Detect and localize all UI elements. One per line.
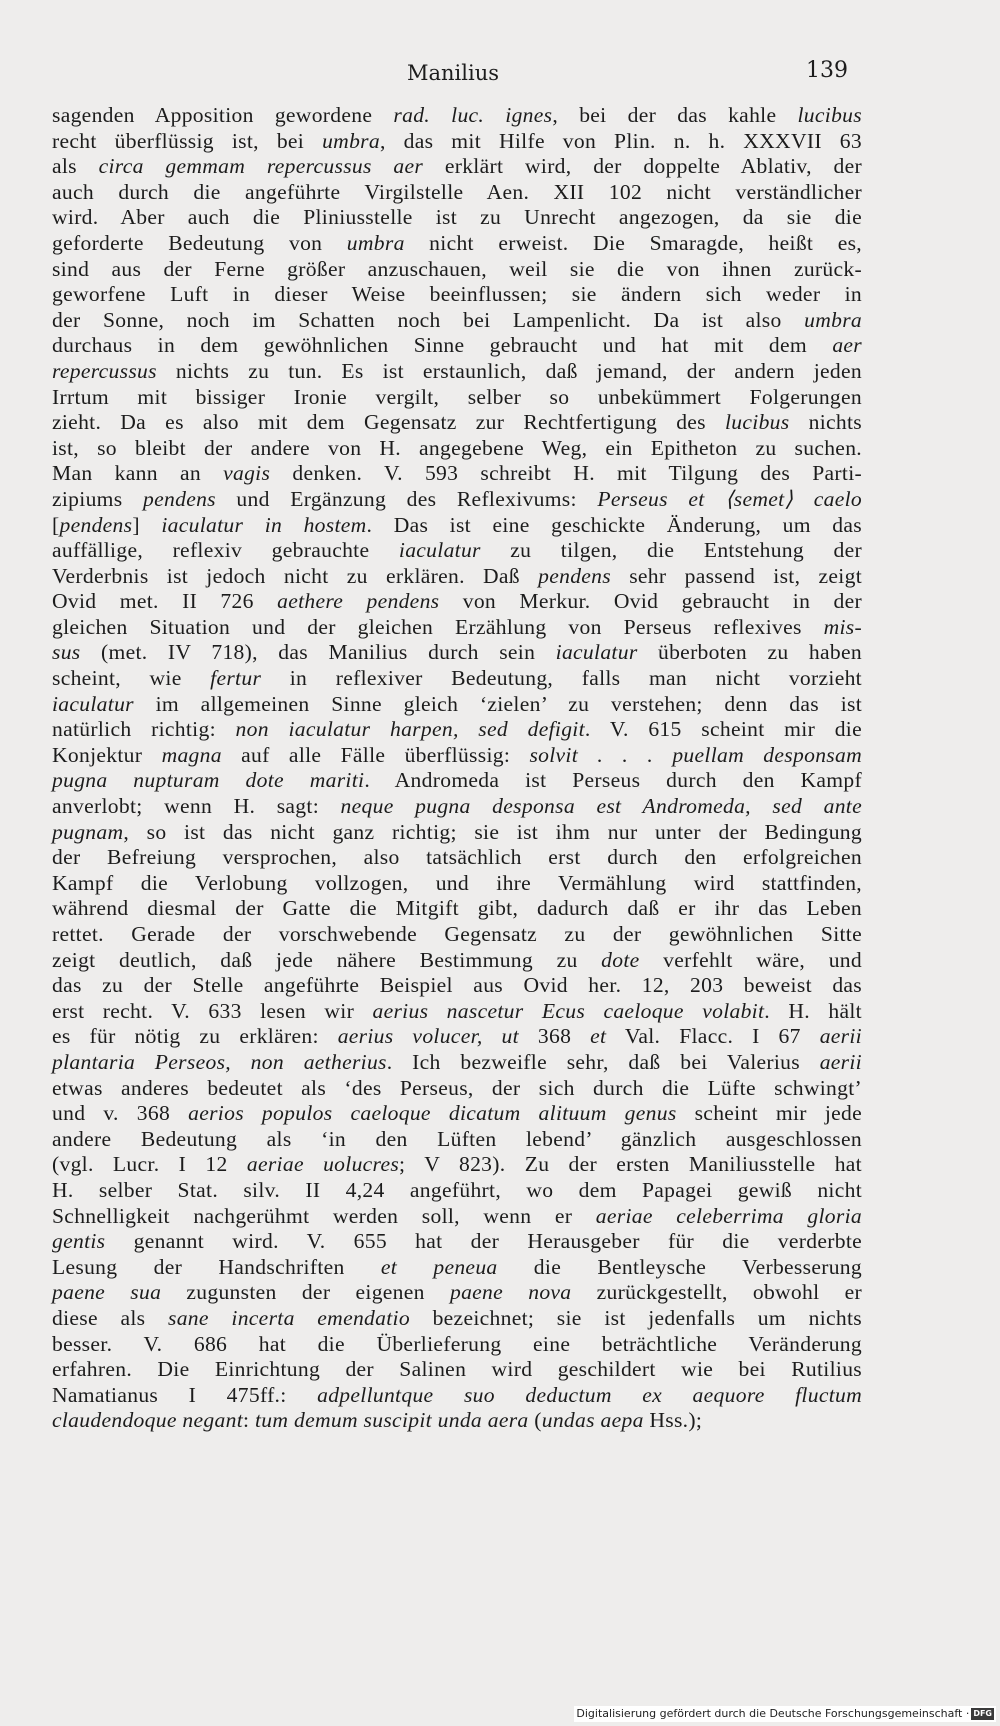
- text-line: [52, 1178, 862, 1204]
- text-span: recht überflüssig ist, bei: [52, 128, 323, 153]
- text-span: zeigt deutlich, daß jede nähere Bestimmung zu: [52, 947, 602, 972]
- text-span: . Das ist eine geschickte Änderung, um das: [366, 512, 862, 537]
- text-span: Namatianus I 475ff.:: [52, 1382, 318, 1407]
- text-span: erfahren. Die Einrichtung der Salinen wird geschildert wie bei Rutilius: [52, 1357, 862, 1382]
- text-line: [52, 282, 862, 308]
- text-span: :: [243, 1408, 255, 1433]
- text-span: , so ist das nicht ganz richtig; sie ist ihm nur unter der Bedingung: [123, 819, 862, 844]
- text-span: zurückgestellt, obwohl er: [571, 1280, 863, 1305]
- text-span: andere Bedeutung als ‘in den Lüften lebend’ gänzlich ausgeschlossen: [52, 1126, 862, 1151]
- italic-span: pugnam: [52, 819, 124, 844]
- text-line: [52, 487, 862, 513]
- text-span: (met. IV 718), das Manilius durch sein: [80, 640, 556, 665]
- running-head-title: Manilius: [407, 61, 499, 85]
- text-span: rettet. Gerade der vorschwebende Gegensatz zu der gewöhnlichen Sitte: [52, 922, 862, 946]
- italic-span: umbra: [322, 128, 380, 153]
- italic-span: aerius nascetur Ecus caeloque volabit: [372, 998, 765, 1023]
- text-span: von Merkur. Ovid gebraucht in der: [439, 589, 862, 614]
- text-span: Irrtum mit bissiger Ironie vergilt, selber so unbekümmert Folgerungen: [52, 384, 862, 409]
- text-line: [52, 1204, 862, 1230]
- text-line: [52, 1229, 862, 1255]
- dfg-logo: DFG: [973, 1709, 992, 1718]
- text-line: [52, 896, 862, 922]
- italic-span: gentis: [52, 1229, 106, 1254]
- text-span: die Bentleysche Verbesserung: [497, 1254, 862, 1279]
- text-span: der Sonne, noch im Schatten noch bei Lampenlicht. Da ist also: [52, 307, 805, 332]
- italic-span: magna: [161, 742, 222, 767]
- italic-span: iaculatur: [555, 640, 638, 665]
- italic-span: aer: [832, 333, 862, 358]
- text-span: natürlich richtig:: [52, 717, 236, 742]
- text-line: [52, 1050, 862, 1076]
- text-line: [52, 973, 862, 999]
- italic-span: aerios populos caeloque dicatum alituum genus: [188, 1101, 677, 1126]
- text-span: der Befreiung versprochen, also tatsächlich erst durch den erfolgreichen: [52, 845, 862, 870]
- text-span: Man kann an: [52, 461, 224, 486]
- text-span: zipiums: [52, 486, 144, 511]
- text-line: [52, 180, 862, 206]
- text-span: ]: [132, 512, 162, 537]
- text-span: . H. hält: [764, 998, 862, 1023]
- text-span: . V. 615 scheint mir die: [584, 717, 862, 742]
- text-line: [52, 1408, 862, 1434]
- text-span: sehr passend ist, zeigt: [611, 563, 862, 588]
- text-line: [52, 1357, 862, 1383]
- italic-span: pendens: [143, 486, 216, 511]
- italic-span: pugna nupturam dote mariti: [52, 768, 365, 793]
- text-span: es für nötig zu erklären:: [52, 1024, 338, 1049]
- text-line: [52, 1306, 862, 1332]
- italic-span: aerius volucer, ut: [337, 1024, 519, 1049]
- text-line: [52, 1332, 862, 1358]
- text-span: etwas anderes bedeutet als ‘des Perseus, der sich durch die Lüfte schwingt’: [52, 1075, 862, 1100]
- italic-span: iaculatur in hostem: [161, 512, 367, 537]
- text-span: auch durch die angeführte Virgilstelle Aen. XII 102 nicht verständlicher: [52, 179, 862, 204]
- text-span: Schnelligkeit nachgerühmt werden soll, wenn er: [52, 1203, 596, 1228]
- text-span: sind aus der Ferne größer anzuschauen, weil sie die von ihnen zurück-: [52, 256, 862, 281]
- text-line: [52, 231, 862, 257]
- italic-span: aerii: [819, 1024, 862, 1049]
- italic-span: non iaculatur harpen, sed defigit: [235, 717, 585, 742]
- text-span: auf alle Fälle überflüssig:: [221, 742, 530, 767]
- text-span: auffällige, reflexiv gebrauchte: [52, 538, 399, 563]
- text-span: als: [52, 154, 99, 179]
- text-span: zugunsten der eigenen: [161, 1280, 450, 1305]
- text-span: nicht erweist. Die Smaragde, heißt es,: [404, 230, 862, 255]
- italic-span: fertur: [210, 666, 262, 691]
- italic-span: rad. luc. ignes: [393, 103, 553, 127]
- text-span: im allgemeinen Sinne gleich ‘zielen’ zu verstehen; denn das ist: [133, 691, 862, 716]
- text-span: (vgl. Lucr. I 12: [52, 1152, 247, 1177]
- text-span: . Andromeda ist Perseus durch den Kampf: [364, 768, 862, 793]
- italic-span: aeriae uolucres: [246, 1152, 400, 1177]
- text-span: ist, so bleibt der andere von H. angegebene Weg, ein Epitheton zu suchen.: [52, 435, 862, 460]
- text-line: [52, 794, 862, 820]
- italic-span: circa gemmam repercussus aer: [98, 154, 424, 179]
- text-span: Kampf die Verlobung vollzogen, und ihre Vermählung wird stattfinden,: [52, 870, 862, 895]
- text-span: während diesmal der Gatte die Mitgift gibt, dadurch daß er ihr das Leben: [52, 896, 862, 921]
- text-span: nichts: [789, 410, 862, 435]
- text-line: [52, 1127, 862, 1153]
- italic-span: plantaria Perseos, non aetherius: [52, 1049, 387, 1074]
- body-text: [52, 103, 862, 1434]
- italic-span: paene nova: [449, 1280, 572, 1305]
- text-line: [52, 717, 862, 743]
- text-line: [52, 308, 862, 334]
- italic-span: aethere pendens: [277, 589, 440, 614]
- italic-span: undas aepa: [541, 1408, 644, 1433]
- text-span: erklärt wird, der doppelte Ablativ, der: [423, 154, 862, 179]
- text-span: und v. 368: [52, 1101, 189, 1126]
- text-line: [52, 385, 862, 411]
- text-span: diese als: [52, 1305, 168, 1330]
- text-line: [52, 1024, 862, 1050]
- italic-span: lucibus: [725, 410, 790, 435]
- text-span: scheint mir jede: [676, 1101, 863, 1126]
- italic-span: aerii: [819, 1049, 862, 1074]
- text-line: [52, 513, 862, 539]
- italic-span: pendens: [538, 563, 611, 588]
- italic-span: iaculatur: [398, 538, 481, 563]
- text-span: Hss.);: [643, 1408, 703, 1433]
- text-span: verfehlt wäre, und: [639, 947, 862, 972]
- text-span: (: [528, 1408, 542, 1433]
- text-line: [52, 538, 862, 564]
- text-span: nichts zu tun. Es ist erstaunlich, daß jemand, der andern jeden: [156, 358, 862, 383]
- text-span: scheint, wie: [52, 666, 211, 691]
- text-line: [52, 666, 862, 692]
- italic-span: adpelluntque suo deductum ex aequore fluctum: [317, 1382, 863, 1407]
- text-line: [52, 1101, 862, 1127]
- digitization-credit: [574, 1706, 996, 1722]
- text-span: erst recht. V. 633 lesen wir: [52, 998, 373, 1023]
- text-line: [52, 640, 862, 666]
- text-line: [52, 359, 862, 385]
- italic-span: umbra: [804, 307, 862, 332]
- text-line: [52, 692, 862, 718]
- text-span: bezeichnet; sie ist jedenfalls um nichts: [409, 1305, 862, 1330]
- text-span: sagenden Apposition gewordene: [52, 103, 394, 127]
- text-span: ; V 823). Zu der ersten Maniliusstelle hat: [399, 1152, 862, 1177]
- text-line: [52, 205, 862, 231]
- text-span: geforderte Bedeutung von: [52, 230, 347, 255]
- italic-span: et: [590, 1024, 607, 1049]
- text-span: Val. Flacc. I 67: [606, 1024, 820, 1049]
- italic-span: repercussus: [52, 358, 157, 383]
- text-span: Konjektur: [52, 742, 162, 767]
- text-line: [52, 948, 862, 974]
- text-line: [52, 820, 862, 846]
- italic-span: tum demum suscipit unda aera: [255, 1408, 529, 1433]
- text-span: H. selber Stat. silv. II 4,24 angeführt, wo dem Papagei gewiß nicht: [52, 1177, 862, 1202]
- text-line: [52, 1280, 862, 1306]
- text-span: in reflexiver Bedeutung, falls man nicht vorzieht: [261, 666, 862, 691]
- text-span: geworfene Luft in dieser Weise beeinflussen; sie ändern sich weder in: [52, 282, 862, 307]
- text-span: , bei der das kahle: [552, 103, 798, 127]
- text-span: . Ich bezweifle sehr, daß bei Valerius: [386, 1049, 820, 1074]
- text-span: anverlobt; wenn H. sagt:: [52, 794, 341, 819]
- italic-span: Perseus et ⟨semet⟩ caelo: [597, 486, 862, 511]
- text-line: [52, 1255, 862, 1281]
- text-line: [52, 103, 862, 129]
- text-span: Ovid met. II 726: [52, 589, 278, 614]
- italic-span: neque pugna desponsa est Andromeda, sed ante: [340, 794, 862, 819]
- text-span: wird. Aber auch die Pliniusstelle ist zu Unrecht angezogen, da sie die: [52, 205, 862, 230]
- italic-span: dote: [601, 947, 640, 972]
- text-line: [52, 333, 862, 359]
- text-span: 368: [518, 1024, 591, 1049]
- text-line: [52, 564, 862, 590]
- text-line: [52, 615, 862, 641]
- text-span: besser. V. 686 hat die Überlieferung eine beträchtliche Veränderung: [52, 1331, 862, 1356]
- text-line: [52, 845, 862, 871]
- text-line: [52, 1152, 862, 1178]
- italic-span: solvit . . . puellam desponsam: [529, 742, 862, 767]
- text-line: [52, 436, 862, 462]
- page-number: 139: [806, 58, 848, 83]
- text-line: [52, 743, 862, 769]
- text-line: [52, 1076, 862, 1102]
- italic-span: lucibus: [797, 103, 862, 127]
- text-span: [: [52, 512, 60, 537]
- italic-span: et peneua: [380, 1254, 498, 1279]
- text-span: Verderbnis ist jedoch nicht zu erklären. Daß: [52, 563, 539, 588]
- text-span: Lesung der Handschriften: [52, 1254, 381, 1279]
- text-span: und Ergänzung des Reflexivums:: [215, 486, 598, 511]
- text-span: genannt wird. V. 655 hat der Herausgeber für die verderbte: [105, 1229, 862, 1254]
- text-span: denken. V. 593 schreibt H. mit Tilgung des Parti-: [270, 461, 862, 486]
- italic-span: paene sua: [52, 1280, 162, 1305]
- text-span: , das mit Hilfe von Plin. n. h. XXXVII 63: [379, 128, 862, 153]
- credit-text: Digitalisierung gefördert durch die Deutsche Forschungsgemeinschaft ·: [576, 1707, 970, 1720]
- italic-span: sane incerta emendatio: [168, 1305, 410, 1330]
- text-line: [52, 154, 862, 180]
- text-line: [52, 410, 862, 436]
- text-line: [52, 1383, 862, 1409]
- italic-span: mis-: [823, 614, 862, 639]
- text-line: [52, 999, 862, 1025]
- text-span: das zu der Stelle angeführte Beispiel aus Ovid her. 12, 203 beweist das: [52, 973, 862, 998]
- text-line: [52, 589, 862, 615]
- italic-span: aeriae celeberrima gloria: [595, 1203, 862, 1228]
- text-line: [52, 922, 862, 948]
- italic-span: vagis: [223, 461, 271, 486]
- text-span: durchaus in dem gewöhnlichen Sinne gebraucht und hat mit dem: [52, 333, 833, 358]
- italic-span: claudendoque negant: [52, 1408, 243, 1433]
- text-span: gleichen Situation und der gleichen Erzählung von Perseus reflexives: [52, 614, 824, 639]
- text-line: [52, 257, 862, 283]
- text-span: zu tilgen, die Entstehung der: [480, 538, 862, 563]
- italic-span: iaculatur: [52, 691, 134, 716]
- italic-span: umbra: [346, 230, 405, 255]
- text-line: [52, 461, 862, 487]
- text-span: überboten zu haben: [637, 640, 862, 665]
- text-line: [52, 768, 862, 794]
- italic-span: sus: [52, 640, 81, 665]
- text-span: zieht. Da es also mit dem Gegensatz zur Rechtfertigung des: [52, 410, 725, 435]
- text-line: [52, 129, 862, 155]
- text-line: [52, 871, 862, 897]
- italic-span: pendens: [59, 512, 133, 537]
